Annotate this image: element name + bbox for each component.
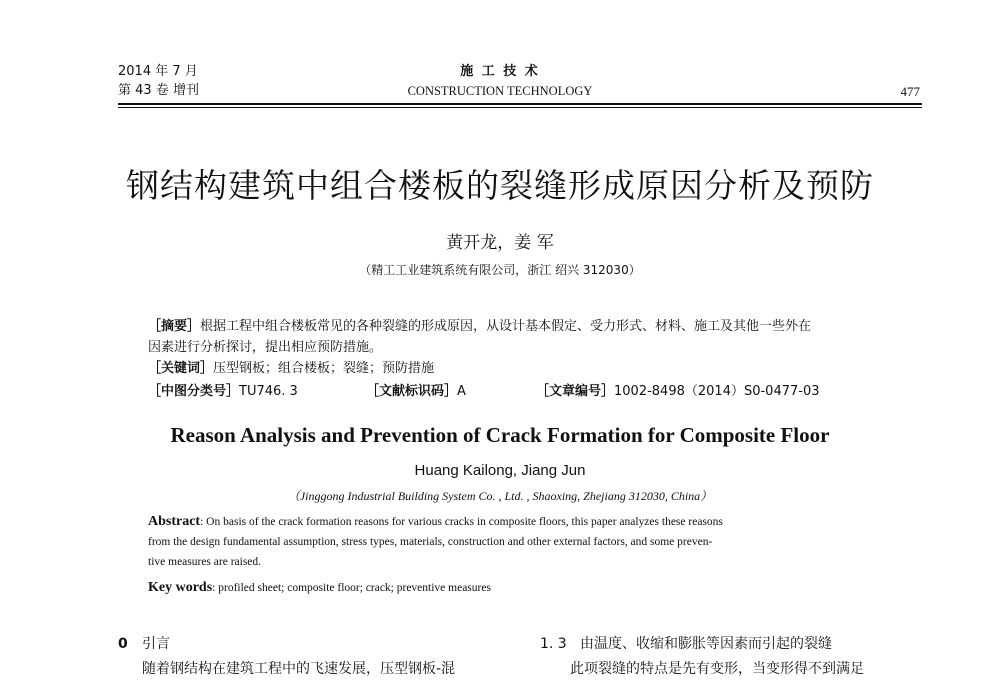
cn-doc-code [366,381,526,402]
header-volume: 第 43 卷 增刊 [118,83,199,98]
cn-doc-code-label: ［文献标识码］ [366,384,458,399]
cn-article-no-value: 1002-8498（2014）S0-0477-03 [614,384,820,399]
cn-article-no-label: ［文章编号］ [536,384,615,399]
cn-keywords [148,358,908,379]
english-affiliation: （Jinggong Industrial Building System Co. , Ltd. , Shaoxing, Zhejiang 312030, China） [287,489,713,503]
section-0-number: 0 [118,636,128,652]
section-1-3-number: 1. 3 [540,636,567,652]
cn-abstract [148,316,908,337]
cn-abstract-cont [148,337,908,358]
journal-title-en: CONSTRUCTION TECHNOLOGY [407,84,593,98]
english-abstract [148,512,908,572]
english-abstract-line3: tive measures are raised. [148,556,262,568]
cn-doc-code-value: A [457,384,466,399]
journal-title-cn: 施 工 技 术 [460,64,540,79]
header-rule-thick [118,103,922,105]
english-keywords-text: : profiled sheet; composite floor; crack; preventive measures [212,582,491,594]
english-authors: Huang Kailong, Jiang Jun [414,462,586,479]
authors: 黄开龙，姜 军 [446,233,554,253]
english-abstract-label: Abstract [148,514,201,529]
cn-abstract-label: ［摘要］ [148,319,201,334]
english-title: Reason Analysis and Prevention of Crack Formation for Composite Floor [170,423,830,447]
header-date: 2014 年 7 月 [118,64,198,79]
paper-title: 钢结构建筑中组合楼板的裂缝形成原因分析及预防 [126,166,874,205]
english-abstract-line1: : On basis of the crack formation reasons for various cracks in composite floors, this paper analyzes these reasons [200,516,723,528]
left-column-text: 随着钢结构在建筑工程中的飞速发展，压型钢板-混 [142,661,456,677]
header-rule-thin [118,107,922,108]
cn-abstract-line2: 因素进行分析探讨，提出相应预防措施。 [148,340,383,355]
section-1-3-heading: 由温度、收缩和膨胀等因素而引起的裂缝 [580,636,832,652]
cn-article-no [536,381,906,402]
cn-keywords-label: ［关键词］ [148,361,214,376]
affiliation: （精工工业建筑系统有限公司，浙江 绍兴 312030） [359,263,641,277]
cn-clc-label: ［中图分类号］ [148,384,240,399]
cn-abstract-line1: 根据工程中组合楼板常见的各种裂缝的形成原因，从设计基本假定、受力形式、材料、施工及其他一些外在 [200,319,812,334]
page-number: 477 [900,84,920,99]
right-column-text: 此项裂缝的特点是先有变形，当变形得不到满足 [570,661,864,677]
english-abstract-row1 [148,512,908,532]
cn-keywords-text: 压型钢板；组合楼板；裂缝；预防措施 [213,361,435,376]
english-keywords-label: Key words [148,580,213,595]
cn-clc-value: TU746. 3 [239,384,298,399]
english-abstract-line2: from the design fundamental assumption, stress types, materials, construction and other external factors, and some preven- [148,536,713,548]
cn-clc [148,381,348,402]
english-keywords [148,578,491,598]
section-0-heading: 引言 [142,636,170,652]
